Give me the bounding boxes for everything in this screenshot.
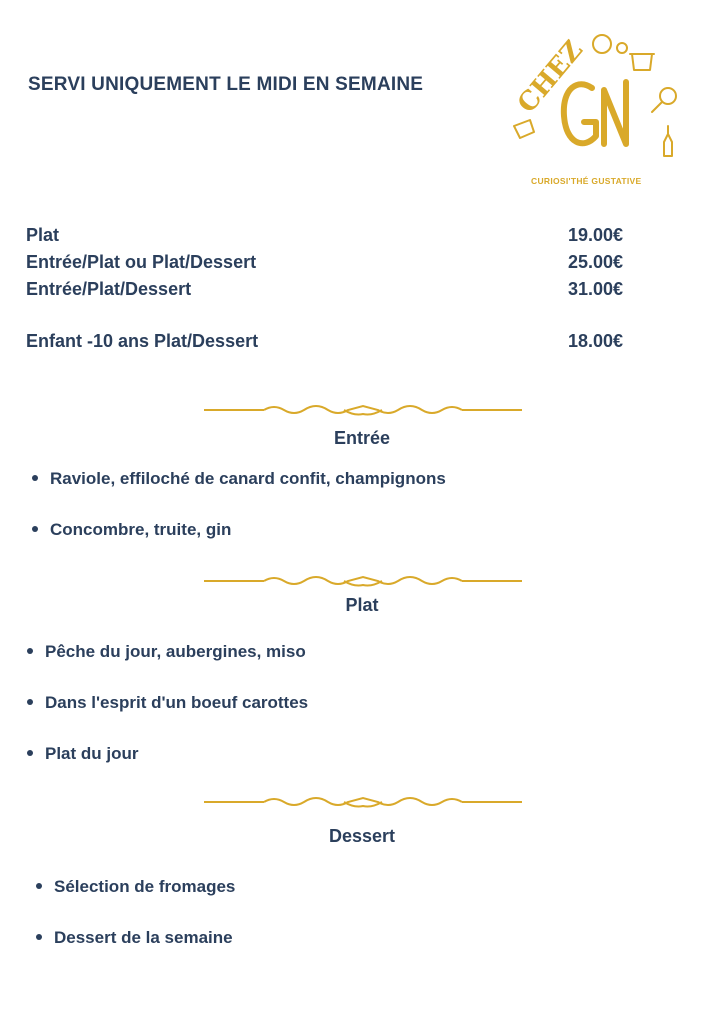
section-title-plat: Plat (345, 595, 379, 615)
price-row (26, 225, 646, 252)
price-list (26, 225, 646, 358)
price-label: Entrée/Plat ou Plat/Dessert (26, 252, 257, 272)
list-item: Raviole, effiloché de canard confit, champignons (32, 469, 446, 489)
list-item: Plat du jour (27, 744, 139, 764)
list-item: Pêche du jour, aubergines, miso (27, 642, 306, 662)
price-value: 25.00€ (568, 252, 624, 272)
logo-tagline: CURIOSI'THÉ GUSTATIVE (531, 176, 642, 186)
price-label: Plat (26, 225, 60, 245)
list-item: Concombre, truite, gin (32, 520, 231, 540)
bullet-icon (32, 526, 38, 532)
ornament-divider-icon (204, 402, 522, 418)
list-item: Dessert de la semaine (36, 928, 233, 948)
bullet-icon (32, 475, 38, 481)
price-label: Enfant -10 ans Plat/Dessert (26, 331, 259, 351)
list-item: Sélection de fromages (36, 877, 235, 897)
page-title: SERVI UNIQUEMENT LE MIDI EN SEMAINE (28, 74, 424, 95)
price-row (26, 252, 646, 279)
ornament-divider-icon (204, 573, 522, 589)
price-row (26, 279, 646, 306)
section-title-entree: Entrée (333, 428, 391, 448)
svg-text:CHEZ: CHEZ (512, 35, 590, 119)
section-title-dessert: Dessert (328, 826, 396, 846)
price-label: Entrée/Plat/Dessert (26, 279, 192, 299)
bullet-icon (36, 934, 42, 940)
bullet-icon (27, 750, 33, 756)
bullet-icon (27, 648, 33, 654)
price-value: 18.00€ (568, 331, 624, 351)
bullet-icon (27, 699, 33, 705)
price-value: 31.00€ (568, 279, 624, 299)
price-row (26, 331, 646, 358)
bullet-icon (36, 883, 42, 889)
ornament-divider-icon (204, 794, 522, 810)
price-value: 19.00€ (568, 225, 624, 245)
list-item: Dans l'esprit d'un boeuf carottes (27, 693, 308, 713)
restaurant-logo (500, 26, 690, 196)
